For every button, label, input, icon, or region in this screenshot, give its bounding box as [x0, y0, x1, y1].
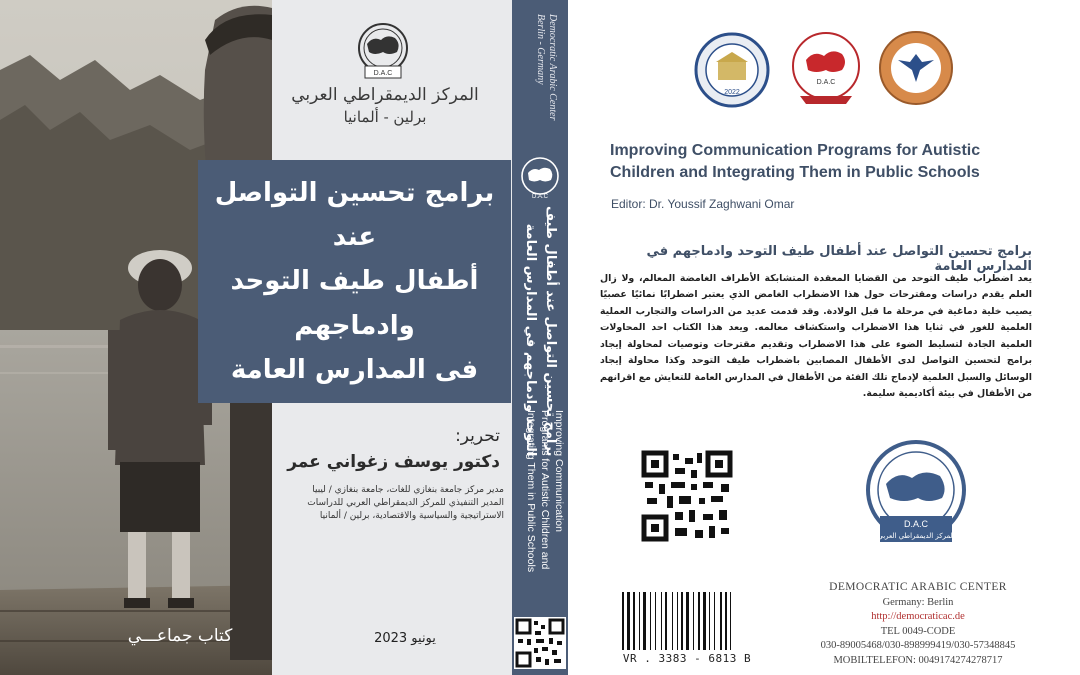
eagle-logo-icon: [878, 30, 954, 106]
back-editor-english: Editor: Dr. Youssif Zaghwani Omar: [611, 197, 795, 211]
spine-logo-initials: D.A.C: [531, 194, 549, 200]
spine-logo-icon: [517, 156, 563, 200]
center-name-arabic: المركز الديمقراطي العربي: [291, 85, 479, 105]
spine-title-ar-line: برامج تحسين التواصل عند أطفال طيف: [543, 206, 558, 457]
dac-red-logo-initials: D.A.C: [816, 79, 836, 86]
editor-description: [272, 484, 504, 523]
spine-title-en-line: Programs for Autistic Children and: [538, 410, 551, 570]
contact-website-link[interactable]: http://democraticac.de: [871, 611, 965, 623]
university-logo-year: 2022: [724, 89, 740, 96]
arab-map-logo-icon: [355, 22, 411, 82]
university-logo-icon: [694, 32, 770, 108]
dac-center-logo-caption: المركز الديمقراطي العربي: [877, 532, 955, 540]
editor-desc-line: الاستراتيجية والسياسية والاقتصادية، برلين / ألمانيا: [319, 511, 504, 522]
contact-name: DEMOCRATIC ARABIC CENTER: [829, 581, 1007, 593]
editor-label: تحرير:: [455, 426, 500, 446]
spine-publisher-line: Democratic Arabic Center: [547, 14, 558, 121]
front-title: [212, 171, 497, 392]
spine-publisher-line: Berlin - Germany: [535, 14, 546, 85]
editor-desc-line: المدير التنفيذي للمركز الديمقراطي العربي للدراسات: [307, 498, 504, 509]
contact-telephone: TEL 0049-CODE: [880, 625, 956, 637]
spine-title-english: [523, 410, 566, 572]
editor-desc-line: مدير مركز جامعة بنغازي للغات، جامعة بنغازي / ليبيا: [312, 485, 504, 495]
dac-center-logo-icon: [856, 438, 976, 548]
back-abstract: يعد اضطراب طيف التوحد من القضايا المعقدة المتشابكة الأطراف الغامضة المعالم، ولا زال العلم يقدم دراسات ومقترحات حول هذا الاضطراب الغامض الذي يعتبر اضطرابًا نمائيًا عصبيًا يصيب خلية دماغية في مرحلة ما قبل الولادة. وقد قدمت عديد من الدراسات والتجارب العملية العلمية للغور في ثنايا هذا الاضطراب واستكشاف معالمه. ويعد هذا الكتاب احد المحاولات العلمية الجادة لتسليط الضوء على هذا الاضطراب وتقديم مقترحات وتوصيات لمحاولة إيجاد برامج لتحسين التواصل لدى الأطفال المصابين باضطراب طيف التوحد وكذا محاولة إيجاد الوسائل والسبل العلمية لإدماج تلك الفئة من الأطفال في المدارس العامة للتعايش مع اقرانهم من الأطفال في بيئة أكاديمية سليمة.: [600, 273, 1032, 400]
back-title-english: [610, 140, 1010, 183]
collective-book-label: كتاب جماعـــي: [127, 626, 233, 646]
spine-title-en-line: Integrating Them in Public Schools: [524, 410, 537, 573]
spine-title-en-line: Improving Communication: [553, 410, 565, 532]
back-title-en-line: Improving Communication Programs for Autistic: [610, 142, 981, 159]
spine-publisher: [534, 14, 558, 120]
back-qr-code-icon: [641, 450, 733, 542]
front-title-line: أطفال طيف التوحد وادماجهم: [230, 266, 479, 341]
dac-center-logo-initials: D.A.C: [903, 519, 929, 529]
center-city-arabic: برلين - ألمانيا: [343, 108, 427, 126]
contact-mobile: MOBILTELEFON: 0049174274278717: [833, 654, 1003, 666]
contact-numbers: 030-89005468/030-898999419/030-57348845: [820, 640, 1016, 652]
front-title-line: فى المدارس العامة: [230, 354, 479, 385]
spine-title-ar-line: التوحد وادماجهم في المدارس العامة: [523, 223, 539, 457]
dac-red-logo-icon: [788, 30, 864, 106]
contact-city: Germany: Berlin: [882, 596, 954, 608]
logo-initials: D.A.C: [373, 70, 393, 77]
publisher-contact: [800, 580, 1036, 668]
front-title-line: برامج تحسين التواصل عند: [214, 178, 495, 253]
back-title-en-line: Children and Integrating Them in Public Schools: [610, 163, 980, 181]
front-title-box: [198, 160, 511, 403]
editor-name: دكتور يوسف زغواني عمر: [287, 452, 500, 472]
barcode-number: VR . 3383 - 6813 B: [622, 652, 752, 665]
spine-qr-code-icon: [514, 617, 566, 669]
back-title-arabic: برامج تحسين التواصل عند أطفال طيف التوحد وادماجهم في المدارس العامة: [646, 244, 1032, 274]
publication-date: يونيو 2023: [374, 631, 436, 646]
